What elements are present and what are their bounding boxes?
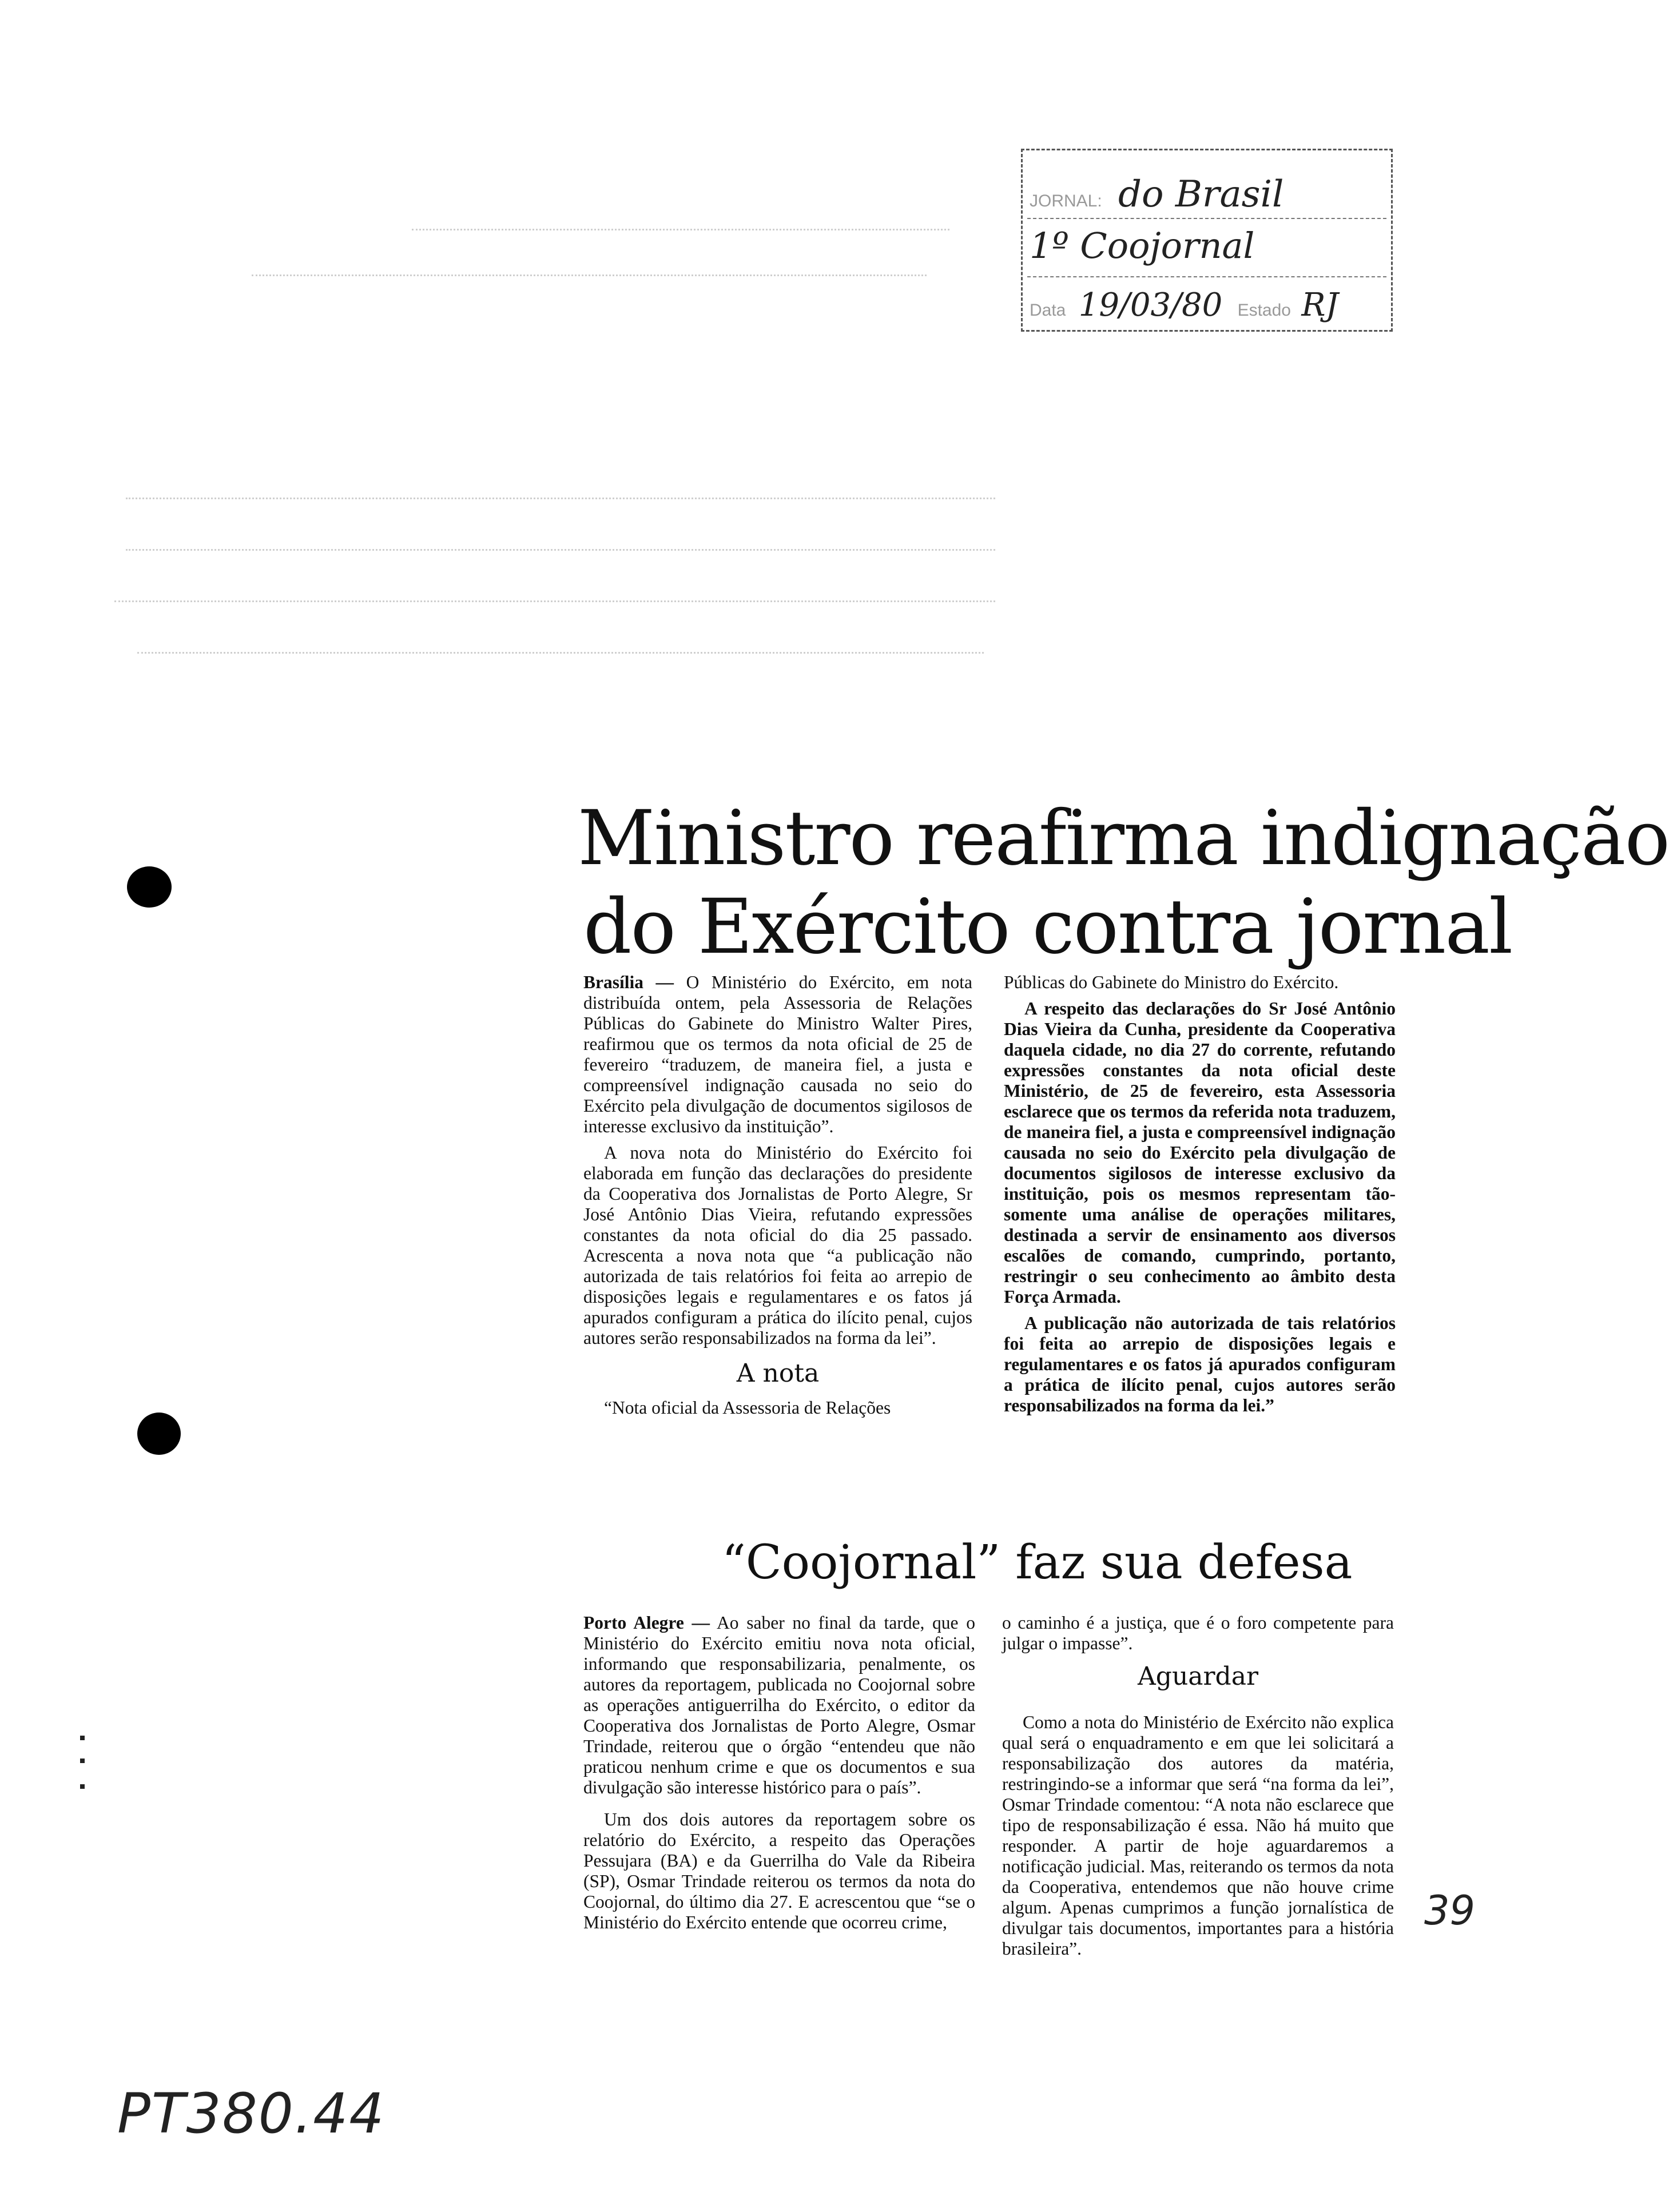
bleed-through-mark xyxy=(412,229,949,230)
archive-code-annotation: PT380.44 xyxy=(117,2082,386,2146)
stamp-divider xyxy=(1027,218,1386,219)
article1-subhead: A nota xyxy=(736,1359,820,1388)
bleed-through-mark xyxy=(126,549,995,551)
punch-hole xyxy=(137,1413,181,1455)
bleed-through-mark xyxy=(114,600,995,602)
article1-column-left xyxy=(583,972,972,1424)
stamp-data-value: 19/03/80 xyxy=(1078,287,1223,324)
stamp-estado-label: Estado xyxy=(1237,301,1291,320)
page-number-annotation: 39 xyxy=(1424,1887,1476,1934)
punch-hole xyxy=(127,866,172,908)
stamp-divider xyxy=(1027,276,1386,277)
bleed-through-mark xyxy=(137,652,984,654)
article1-paragraph: O Ministério do Exército, em nota distribuída ontem, pela Assessoria de Relações Públicas do Gabinete do Ministro Walter Pires, reafirmou que os termos da nota oficial de 25 de fevereiro “traduzem, de maneira fiel, a justa e compreensível indignação causada no seio do Exército pela divulgação de documentos sigilosos de interesse exclusivo da instituição”. xyxy=(583,972,973,1136)
stamp-estado-value: RJ xyxy=(1301,287,1338,324)
article1-note-paragraph: A respeito das declarações do Sr José Antônio Dias Vieira da Cunha, presidente da Cooperativa daquela cidade, no dia 27 do corrente, refutando expressões constantes da nota oficial deste Ministério, de 25 de fevereiro, esta Assessoria esclarece que os termos da referida nota traduzem, de maneira fiel, a justa e compreensível indignação causada no seio do Exército pela divulgação de documentos sigilosos de interesse exclusivo da instituição, pois os mesmos representam tão-somente uma análise de operações militares, destinada a servir de ensinamento aos diversos escalões de comando, cumprindo, portanto, restringir o seu conhecimento ao âmbito desta Força Armada. xyxy=(1004,998,1396,1307)
article1-headline-line1: Ministro reafirma indignação xyxy=(578,794,1669,882)
stamp-caderno-value: 1º Coojornal xyxy=(1030,225,1255,266)
article2-dateline: Porto Alegre — xyxy=(583,1613,710,1633)
stamp-jornal-value: do Brasil xyxy=(1118,173,1284,216)
article1-note-paragraph: A publicação não autorizada de tais relatórios foi feita ao arrepio de disposições legais e regulamentares e os fatos já apurados configuram a prática de ilícito penal, cujos autores serão responsabilizados na forma da lei.” xyxy=(1004,1313,1396,1415)
article2-paragraph: o caminho é a justiça, que é o foro competente para julgar o impasse”. xyxy=(1002,1613,1394,1653)
article2-column-right xyxy=(1002,1613,1394,1965)
article2-headline: “Coojornal” faz sua defesa xyxy=(722,1535,1353,1590)
clipping-stamp xyxy=(1021,149,1393,332)
article1-paragraph: A nova nota do Ministério do Exército foi elaborada em função das declarações do presidente da Cooperativa dos Jornalistas de Porto Alegre, Sr José Antônio Dias Vieira, refutando expressões constantes da nota oficial do dia 25 passado. Acrescenta a nova nota que “a publicação não autorizada de tais relatórios foi feita ao arrepio de disposições legais e regulamentares e os fatos já apurados configuram a prática do ilícito penal, cujos autores serão responsabilizados na forma da lei”. xyxy=(583,1143,972,1348)
article2-paragraph: Um dos dois autores da reportagem sobre os relatório do Exército, a respeito das Operações Pessujara (BA) e da Guerrilha do Vale da Ribeira (SP), Osmar Trindade reiterou os termos da nota do Coojornal, do último dia 27. E acrescentou que “se o Ministério do Exército entende que ocorreu crime, xyxy=(583,1809,975,1932)
article2-paragraph: Como a nota do Ministério de Exército não explica qual será o enquadramento e em que lei solicitará a responsabilização dos autores da matéria, restringindo-se a informar que será “na forma da lei”, Osmar Trindade comentou: “A nota não esclarece que tipo de responsabilização é essa. Não há muito que responder. A partir de hoje aguardaremos a notificação judicial. Mas, reiterando os termos da nota da Cooperativa, entendemos que não houve crime algum. Apenas cumprimos a função jornalística de divulgar tais documentos, importantes para a história brasileira”. xyxy=(1002,1712,1394,1959)
article1-paragraph: Públicas do Gabinete do Ministro do Exército. xyxy=(1004,972,1339,992)
article2-subhead: Aguardar xyxy=(1138,1662,1258,1691)
article2-paragraph: Ao saber no final da tarde, que o Ministério do Exército emitiu nova nota oficial, informando que responsabilizaria, penalmente, os autores da reportagem, publicada no Coojornal sobre as operações antiguerrilha do Exército, o editor da Cooperativa dos Jornalistas de Porto Alegre, Osmar Trindade, reiterou que o órgão “entendeu que não praticou nenhum crime e que os documentos e sua divulgação são interesse histórico para o país”. xyxy=(583,1613,975,1797)
article1-paragraph: “Nota oficial da Assessoria de Relações xyxy=(604,1398,891,1418)
article1-dateline: Brasília — xyxy=(583,972,674,992)
article2-column-left xyxy=(583,1613,975,1939)
bleed-through-mark xyxy=(126,498,995,499)
stamp-data-label: Data xyxy=(1030,301,1066,320)
margin-mark xyxy=(80,1784,85,1789)
article1-headline-line2: do Exército contra jornal xyxy=(583,883,1512,971)
margin-mark xyxy=(80,1759,85,1763)
margin-mark xyxy=(80,1736,85,1740)
article1-column-right xyxy=(1004,972,1396,1422)
bleed-through-mark xyxy=(252,274,927,276)
stamp-jornal-label: JORNAL: xyxy=(1030,192,1102,210)
